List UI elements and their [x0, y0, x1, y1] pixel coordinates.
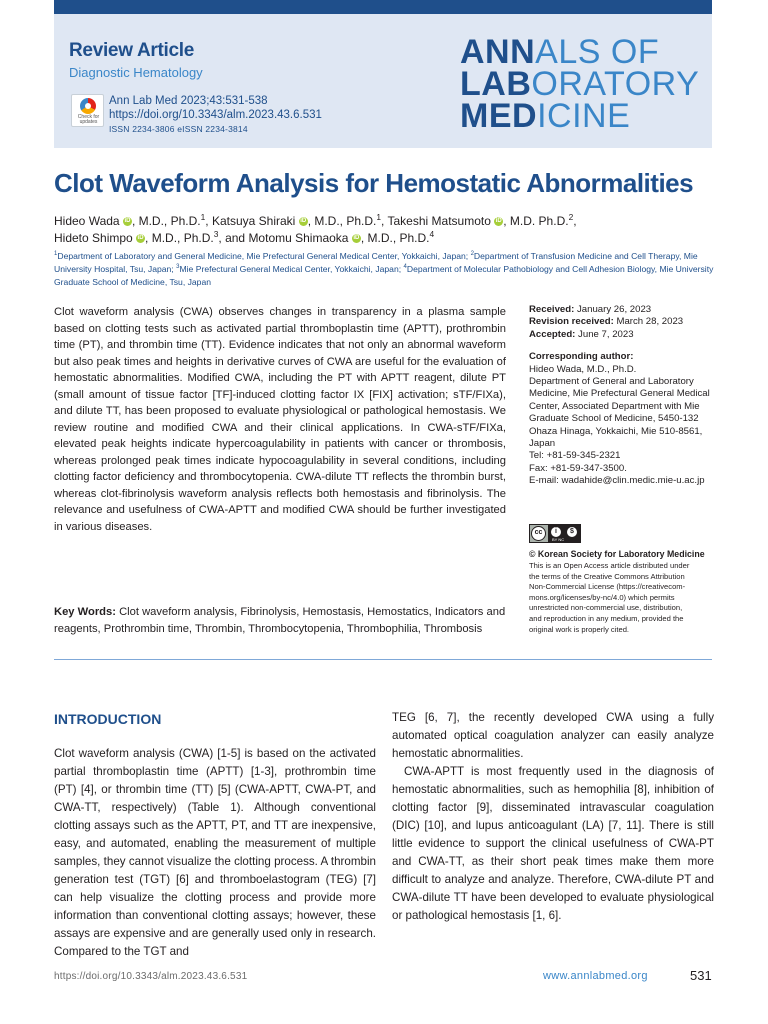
corresponding-line: Tel: +81-59-345-2321 [529, 450, 621, 462]
journal-logo: ANNALS OF LABORATORY MEDICINE [460, 33, 700, 135]
license-line: Non-Commercial License (https://creativecom- [529, 582, 686, 592]
affiliation-marker: 4 [403, 264, 407, 271]
check-for-updates-badge[interactable] [71, 94, 104, 127]
author-degree: , M.D., Ph.D. [307, 214, 377, 228]
license-text [529, 561, 715, 635]
author-degree: , M.D., Ph.D. [145, 231, 214, 245]
paragraph: TEG [6, 7], the recently developed CWA using a fully automated optical coagulation analyzer can easily analyze hemostatic abnormalities. [392, 711, 714, 760]
affiliation-text: Department of Laboratory and General Medicine, Mie Prefectural General Medical Center, Yokkaichi, Japan; [57, 251, 471, 261]
page-number: 531 [690, 968, 712, 983]
affiliation-marker: 1 [54, 251, 58, 258]
crossmark-icon [80, 98, 96, 114]
author-line [54, 230, 714, 247]
affiliation-marker: 1 [200, 212, 206, 222]
orcid-icon[interactable]: iD [137, 235, 144, 242]
corresponding-line: Center, Associated Department with Mie [529, 400, 700, 412]
introduction-heading: INTRODUCTION [54, 711, 162, 727]
author-name: Takeshi Matsumoto [387, 214, 495, 228]
author-list [54, 213, 714, 247]
journal-header [54, 14, 712, 148]
cc-caption: BY NC [552, 537, 565, 542]
abstract-text: Clot waveform analysis (CWA) observes changes in transparency in a plasma sample based on clotting tests such as activated partial thromboplastin time (APTT), prothrombin time (PT), and thrombin time (TT). Evidence indicates that not only an abnormal waveform but also peak times and heights in derivative curves of CWA are useful for the evaluation of hemostatic abnormalities. Modified CWA, including the PT with APTT reagent, dilute PT (small amount of tissue factor [TF]-induced clotting factor IX [FIX] activation; sTF/FIXa), and dilute TT, has been proposed to evaluate physiological or pathological hemostasis. We review routine and modified CWA and their clinical applications. In CWA-sTF/FIXa, elevated peak heights indicate hypercoagulability in patients with cancer or thrombosis, whereas prolonged peak times indicate hypocoagulability in several conditions, including clotting factor deficiency and thrombocytopenia. CWA-dilute TT reflects the thrombin burst, whereas clot-fibrinolysis waveform analysis reflects both hemostasis and fibrinolysis. The relevance and usefulness of CWA-APTT and modified CWA should be further investigated in various diseases. [54, 306, 506, 533]
corresponding-author-details [529, 364, 715, 488]
top-color-bar [54, 0, 712, 14]
corresponding-line: Japan [529, 438, 556, 450]
affiliations [54, 250, 714, 289]
corresponding-line: Department of General and Laboratory [529, 376, 694, 388]
introduction-left-column [54, 745, 376, 961]
footer-doi[interactable]: https://doi.org/10.3343/alm.2023.43.6.531 [54, 971, 248, 982]
footer-website[interactable]: www.annlabmed.org [543, 970, 648, 982]
keywords-label: Key Words: [54, 606, 116, 618]
attribution-icon: i [551, 527, 561, 537]
affiliation-text: Department of Transfusion Medicine and Cell Therapy, Mie University Hospital, Tsu, Japan; [54, 251, 698, 274]
citation-text: Ann Lab Med 2023;43:531-538 [109, 95, 268, 107]
affiliation-marker: 3 [213, 229, 219, 239]
affiliation-text: Department of Molecular Pathobiology and Cell Adhesion Biology, Mie University Graduate School of Medicine, Tsu, Japan [54, 264, 714, 287]
corresponding-line: Ohaza Hinaga, Yokkaichi, Mie 510-8561, [529, 425, 703, 437]
author-name: Katsuya Shiraki [211, 214, 299, 228]
author-degree: , M.D., Ph.D. [131, 214, 201, 228]
affiliation-text: Mie Prefectural General Medical Center, Yokkaichi, Japan; [179, 264, 404, 274]
citation-block [109, 94, 322, 122]
article-type: Review Article [69, 40, 194, 61]
corresponding-line: Graduate School of Medicine, 5450-132 [529, 413, 699, 425]
affiliation-marker: 2 [470, 251, 474, 258]
affiliation-marker: 2 [568, 212, 574, 222]
accepted-date: Accepted: June 7, 2023 [529, 328, 634, 340]
author-separator: , [205, 214, 212, 228]
author-degree: , M.D. Ph.D. [503, 214, 569, 228]
corresponding-line: E-mail: wadahide@clin.medic.mie-u.ac.jp [529, 475, 705, 487]
corresponding-line: Hideo Wada, M.D., Ph.D. [529, 363, 637, 375]
orcid-icon[interactable]: iD [124, 218, 131, 225]
author-name: Hideto Shimpo [54, 231, 137, 245]
corresponding-line: Fax: +81-59-347-3500. [529, 462, 627, 474]
author-separator: , and [218, 231, 249, 245]
article-subject: Diagnostic Hematology [69, 65, 203, 80]
orcid-icon[interactable]: iD [353, 235, 360, 242]
copyright-holder: © Korean Society for Laboratory Medicine [529, 549, 705, 559]
article-title: Clot Waveform Analysis for Hemostatic Abnormalities [54, 168, 694, 198]
author-separator: , [381, 214, 388, 228]
license-line: original work is properly cited. [529, 624, 630, 634]
corresponding-author-label: Corresponding author: [529, 351, 634, 363]
orcid-icon[interactable]: iD [300, 218, 307, 225]
paragraph: CWA-APTT is most frequently used in the diagnosis of hemostatic abnormalities, such as hemophilia [8], inhibition of clotting factor [9], disseminated intravascular coagulation (DIC) [10], and lupus anticoagulant (LA) [7, 11]. There is still little evidence to support the clinical usefulness of CWA-PT and CWA-TT, as their short peak times make them more difficult to analyze and analyze. Therefore, CWA-dilute PT and CWA-dilute TT have been developed to evaluate physiological or pathological hemostasis [1, 6]. [392, 765, 714, 922]
cc-icon: cc [531, 526, 546, 541]
revision-date: Revision received: March 28, 2023 [529, 316, 684, 328]
crossmark-text: Check for updates [77, 114, 100, 125]
paragraph: Clot waveform analysis (CWA) [1-5] is based on the activated partial thromboplastin time (APTT) [1-3], prothrombin time (PT) [4], or thrombin time (TT) [5] (CWA-APTT, CWA-PT, and CWA-TT, respectively) (Table 1). Although conventional clotting assays such as the APTT, PT, and TT are inexpensive, easy, and automated, enabling the measurement of multiple samples, they cannot visualize the clotting process. A thrombin generation test (TGT) [6] and thromboelastogram (TEG) [7] can help visualize the clotting process and provide more information than conventional clotting assays; however, these assays are expensive and are generally used only in research. Compared to the TGT and [54, 747, 376, 958]
keywords [54, 604, 508, 638]
license-line: and reproduction in any medium, provided the [529, 613, 684, 623]
license-line: unrestricted non-commercial use, distribution, [529, 603, 683, 613]
corresponding-line: Medicine, Mie Prefectural General Medical [529, 388, 710, 400]
affiliation-marker: 4 [429, 229, 435, 239]
creative-commons-badge[interactable] [529, 524, 581, 543]
doi-link[interactable]: https://doi.org/10.3343/alm.2023.43.6.531 [109, 109, 322, 121]
author-separator: , [573, 214, 577, 228]
section-divider [54, 659, 712, 660]
article-info-sidebar [529, 304, 715, 488]
noncommercial-icon: $ [567, 527, 577, 537]
affiliation-marker: 3 [176, 264, 180, 271]
author-name: Motomu Shimaoka [248, 231, 352, 245]
license-line: This is an Open Access article distributed under [529, 561, 690, 570]
license-line: the terms of the Creative Commons Attribution [529, 571, 685, 581]
orcid-icon[interactable]: iD [495, 218, 502, 225]
affiliation-marker: 1 [376, 212, 382, 222]
license-line: mons.org/licenses/by-nc/4.0) which permits [529, 592, 675, 602]
keywords-list: Clot waveform analysis, Fibrinolysis, Hemostasis, Hemostatics, Indicators and reagents, Prothrombin time, Thrombin, Thrombocytopenia, Thrombophilia, Thrombosis [54, 606, 506, 635]
author-line [54, 213, 714, 230]
author-degree: , M.D., Ph.D. [360, 231, 430, 245]
author-name: Hideo Wada [54, 214, 123, 228]
introduction-right-column [392, 709, 714, 925]
received-date: Received: January 26, 2023 [529, 304, 652, 315]
issn-text: ISSN 2234-3806 eISSN 2234-3814 [109, 124, 248, 134]
